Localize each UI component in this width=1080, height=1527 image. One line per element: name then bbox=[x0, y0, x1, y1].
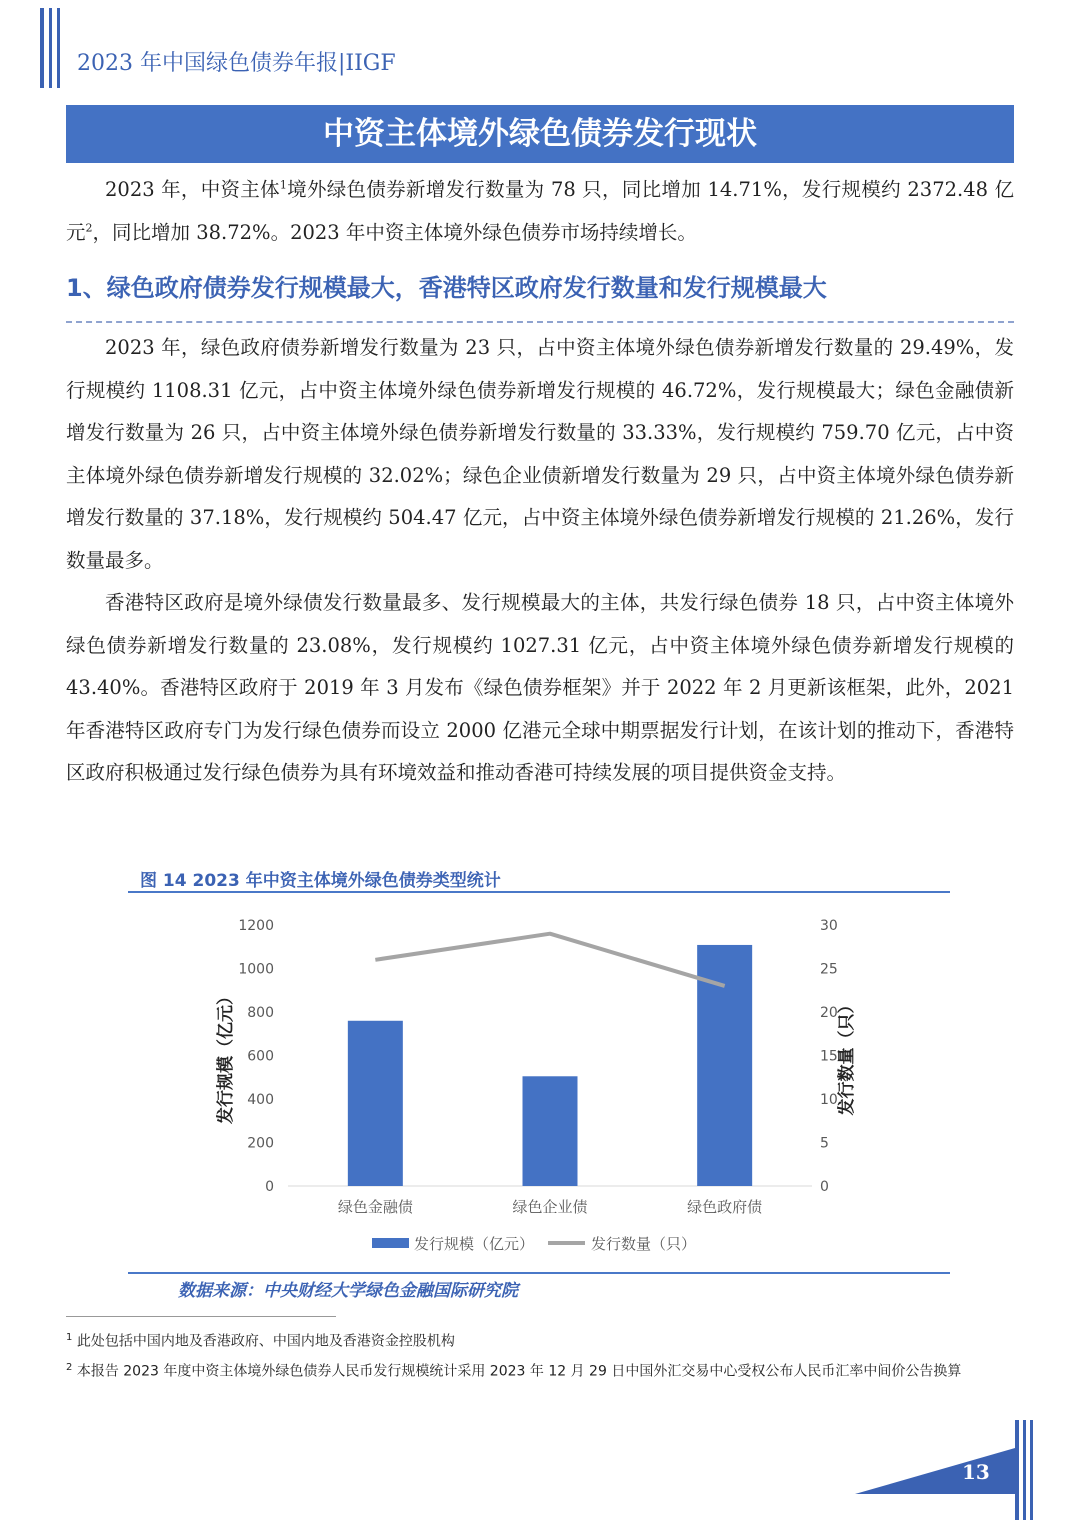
y-tick-label: 400 bbox=[247, 1092, 274, 1108]
bar-1 bbox=[348, 1021, 403, 1186]
footnote-2-text: 本报告 2023 年度中资主体境外绿色债券人民币发行规模统计采用 2023 年 12 月 29 日中国外汇交易中心受权公布人民币汇率中间价公告换算 bbox=[76, 1363, 962, 1380]
footnote-rule bbox=[66, 1316, 336, 1317]
x-tick-label: 绿色企业债 bbox=[512, 1198, 588, 1216]
footnote-1 bbox=[66, 1324, 1014, 1356]
header-title: 2023 年中国绿色债券年报|IIGF bbox=[77, 51, 396, 76]
y-tick-label: 0 bbox=[265, 1179, 274, 1195]
intro-text-b: 境外绿色债券新增发行数量为 78 只，同比增加 14.71%，发行规模约 2372.48 亿元 bbox=[66, 178, 1015, 244]
y2-tick-label: 25 bbox=[820, 961, 838, 978]
y2-tick-label: 10 bbox=[820, 1092, 838, 1108]
y2-tick-label: 5 bbox=[820, 1135, 829, 1152]
intro-paragraph bbox=[66, 169, 1014, 254]
header-decoration-bars bbox=[40, 8, 66, 88]
section-banner: 中资主体境外绿色债券发行现状 bbox=[66, 105, 1014, 163]
footnote-2-number: 2 bbox=[66, 1362, 73, 1373]
page-footer-decoration bbox=[855, 1420, 1045, 1520]
y-tick-label: 1200 bbox=[238, 918, 274, 934]
footnote-2 bbox=[66, 1354, 1014, 1386]
bar-2 bbox=[523, 1076, 578, 1186]
section-heading: 1、绿色政府债券发行规模最大，香港特区政府发行数量和发行规模最大 bbox=[66, 274, 827, 302]
footnote-1-text: 此处包括中国内地及香港政府、中国内地及香港资金控股机构 bbox=[76, 1333, 455, 1350]
y2-tick-label: 20 bbox=[820, 1005, 838, 1021]
intro-text-a: 2023 年，中资主体 bbox=[105, 178, 280, 201]
figure-bottom-rule bbox=[128, 1272, 950, 1274]
footnote-ref-2[interactable]: 2 bbox=[85, 221, 93, 234]
footnote-ref-1[interactable]: 1 bbox=[279, 178, 287, 192]
intro-text-c: ，同比增加 38.72%。2023 年中资主体境外绿色债券市场持续增长。 bbox=[92, 220, 697, 244]
paragraph-hong-kong-government: 香港特区政府是境外绿债发行数量最多、发行规模最大的主体，共发行绿色债券 18 只，占中资主体境外绿色债券新增发行数量的 23.08%，发行规模约 1027.31 亿元，占中资主体境外绿色债券新增发行规模的 43.40%。香港特区政府于 2019 年 3 月发布《绿色债券框架》并于 2022 年 2 月更新该框架，此外，2021 年香港特区政府专门为发行绿色债券而设立 2000 亿港元全球中期票据发行计划，在该计划的推动下，香港特区政府积极通过发行绿色债券为具有环境效益和推动香港可持续发展的项目提供资金支持。 bbox=[66, 591, 1014, 784]
figure-source: 数据来源：中央财经大学绿色金融国际研究院 bbox=[178, 1281, 518, 1301]
y-tick-label: 200 bbox=[247, 1135, 274, 1152]
figure-title: 图 14 2023 年中资主体境外绿色债券类型统计 bbox=[140, 871, 501, 891]
y-tick-label: 1000 bbox=[238, 961, 274, 978]
y-tick-label: 800 bbox=[247, 1005, 274, 1021]
count-line bbox=[375, 934, 724, 986]
section-divider bbox=[66, 321, 1014, 323]
y2-tick-label: 30 bbox=[820, 918, 838, 934]
y2-tick-label: 0 bbox=[820, 1179, 829, 1195]
x-tick-label: 绿色金融债 bbox=[337, 1198, 413, 1216]
page-number: 13 bbox=[962, 1460, 990, 1484]
figure-top-rule bbox=[128, 891, 950, 893]
legend-line-label: 发行数量（只） bbox=[591, 1235, 697, 1253]
y2-tick-label: 15 bbox=[820, 1048, 838, 1065]
paragraph-green-bond-types: 2023 年，绿色政府债券新增发行数量为 23 只，占中资主体境外绿色债券新增发行数量的 29.49%，发行规模约 1108.31 亿元，占中资主体境外绿色债券新增发行规模的 46.72%，发行规模最大；绿色金融债新增发行数量为 26 只，占中资主体境外绿色债券新增发行数量的 33.33%，发行规模约 759.70 亿元，占中资主体境外绿色债券新增发行规模的 32.02%；绿色企业债新增发行数量为 29 只，占中资主体境外绿色债券新增发行数量的 37.18%，发行规模约 504.47 亿元，占中资主体境外绿色债券新增发行规模的 21.26%，发行数量最多。 bbox=[66, 336, 1014, 572]
y2-axis-label: 发行数量（只） bbox=[837, 996, 857, 1116]
legend-bar-swatch bbox=[372, 1238, 409, 1248]
legend-bar-label: 发行规模（亿元） bbox=[414, 1235, 535, 1253]
y-tick-label: 600 bbox=[247, 1048, 274, 1065]
footnote-1-number: 1 bbox=[66, 1332, 73, 1343]
y-axis-label: 发行规模（亿元） bbox=[216, 988, 236, 1124]
bond-type-chart bbox=[128, 895, 950, 1270]
x-tick-label: 绿色政府债 bbox=[687, 1198, 763, 1216]
